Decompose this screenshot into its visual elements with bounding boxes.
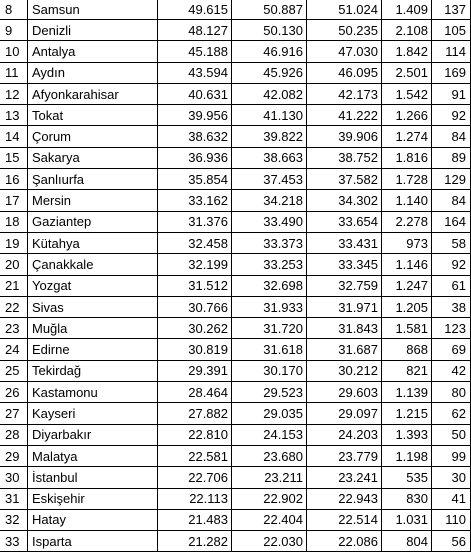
- value-5-cell: 164: [432, 212, 471, 233]
- value-5-cell: 92: [432, 254, 471, 275]
- value-2-cell: 39.822: [232, 126, 307, 147]
- province-name-cell: Çorum: [28, 126, 158, 147]
- value-5-cell: 114: [432, 41, 471, 62]
- value-4-cell: 1.139: [382, 382, 432, 403]
- value-1-cell: 48.127: [158, 20, 232, 41]
- rank-cell: 10: [0, 41, 28, 62]
- rank-cell: 29: [0, 446, 28, 467]
- value-3-cell: 31.687: [307, 339, 382, 360]
- value-4-cell: 1.542: [382, 84, 432, 105]
- table-row: [0, 489, 471, 510]
- rank-cell: 32: [0, 510, 28, 531]
- table-row: [0, 318, 471, 339]
- value-1-cell: 45.188: [158, 41, 232, 62]
- value-5-cell: 41: [432, 489, 471, 510]
- province-name-cell: Tekirdağ: [28, 361, 158, 382]
- value-1-cell: 21.282: [158, 531, 232, 552]
- value-4-cell: 1.728: [382, 169, 432, 190]
- value-5-cell: 80: [432, 382, 471, 403]
- value-1-cell: 28.464: [158, 382, 232, 403]
- province-name-cell: Antalya: [28, 41, 158, 62]
- table-row: [0, 276, 471, 297]
- value-2-cell: 42.082: [232, 84, 307, 105]
- rank-cell: 9: [0, 20, 28, 41]
- value-1-cell: 21.483: [158, 510, 232, 531]
- province-name-cell: Hatay: [28, 510, 158, 531]
- rank-cell: 18: [0, 212, 28, 233]
- value-2-cell: 33.253: [232, 254, 307, 275]
- value-3-cell: 22.514: [307, 510, 382, 531]
- value-2-cell: 38.663: [232, 148, 307, 169]
- rank-cell: 26: [0, 382, 28, 403]
- value-4-cell: 2.278: [382, 212, 432, 233]
- table-row: [0, 169, 471, 190]
- province-name-cell: Edirne: [28, 339, 158, 360]
- table-row: [0, 105, 471, 126]
- table-row: [0, 0, 471, 20]
- value-2-cell: 22.030: [232, 531, 307, 552]
- value-4-cell: 2.501: [382, 63, 432, 84]
- value-3-cell: 50.235: [307, 20, 382, 41]
- table-row: [0, 84, 471, 105]
- table-row: [0, 467, 471, 488]
- value-2-cell: 22.902: [232, 489, 307, 510]
- value-2-cell: 32.698: [232, 276, 307, 297]
- value-2-cell: 22.404: [232, 510, 307, 531]
- table-row: [0, 531, 471, 552]
- value-4-cell: 1.146: [382, 254, 432, 275]
- rank-cell: 24: [0, 339, 28, 360]
- value-3-cell: 29.603: [307, 382, 382, 403]
- value-5-cell: 42: [432, 361, 471, 382]
- table-row: [0, 297, 471, 318]
- rank-cell: 23: [0, 318, 28, 339]
- table-row: [0, 41, 471, 62]
- value-3-cell: 46.095: [307, 63, 382, 84]
- value-1-cell: 22.113: [158, 489, 232, 510]
- value-2-cell: 37.453: [232, 169, 307, 190]
- value-3-cell: 33.345: [307, 254, 382, 275]
- value-3-cell: 23.779: [307, 446, 382, 467]
- value-5-cell: 30: [432, 467, 471, 488]
- value-5-cell: 62: [432, 403, 471, 424]
- table-row: [0, 63, 471, 84]
- province-name-cell: Gaziantep: [28, 212, 158, 233]
- value-3-cell: 31.843: [307, 318, 382, 339]
- value-3-cell: 29.097: [307, 403, 382, 424]
- value-3-cell: 32.759: [307, 276, 382, 297]
- table-row: [0, 20, 471, 41]
- province-name-cell: Muğla: [28, 318, 158, 339]
- province-name-cell: Isparta: [28, 531, 158, 552]
- value-1-cell: 29.391: [158, 361, 232, 382]
- value-4-cell: 1.816: [382, 148, 432, 169]
- rank-cell: 15: [0, 148, 28, 169]
- value-4-cell: 830: [382, 489, 432, 510]
- value-3-cell: 22.086: [307, 531, 382, 552]
- value-5-cell: 169: [432, 63, 471, 84]
- value-2-cell: 46.916: [232, 41, 307, 62]
- value-4-cell: 1.581: [382, 318, 432, 339]
- value-4-cell: 1.842: [382, 41, 432, 62]
- rank-cell: 27: [0, 403, 28, 424]
- value-2-cell: 31.618: [232, 339, 307, 360]
- value-5-cell: 50: [432, 425, 471, 446]
- value-4-cell: 804: [382, 531, 432, 552]
- value-1-cell: 30.766: [158, 297, 232, 318]
- value-1-cell: 22.810: [158, 425, 232, 446]
- value-2-cell: 45.926: [232, 63, 307, 84]
- value-3-cell: 37.582: [307, 169, 382, 190]
- province-name-cell: Afyonkarahisar: [28, 84, 158, 105]
- value-5-cell: 56: [432, 531, 471, 552]
- value-4-cell: 868: [382, 339, 432, 360]
- value-1-cell: 33.162: [158, 190, 232, 211]
- value-3-cell: 41.222: [307, 105, 382, 126]
- province-name-cell: Kütahya: [28, 233, 158, 254]
- province-name-cell: İstanbul: [28, 467, 158, 488]
- table-row: [0, 233, 471, 254]
- value-5-cell: 91: [432, 84, 471, 105]
- table-row: [0, 254, 471, 275]
- value-2-cell: 24.153: [232, 425, 307, 446]
- province-name-cell: Mersin: [28, 190, 158, 211]
- value-4-cell: 1.205: [382, 297, 432, 318]
- value-2-cell: 31.720: [232, 318, 307, 339]
- province-name-cell: Eskişehir: [28, 489, 158, 510]
- value-3-cell: 23.241: [307, 467, 382, 488]
- value-1-cell: 35.854: [158, 169, 232, 190]
- rank-cell: 30: [0, 467, 28, 488]
- value-5-cell: 84: [432, 126, 471, 147]
- value-2-cell: 33.490: [232, 212, 307, 233]
- value-5-cell: 99: [432, 446, 471, 467]
- value-4-cell: 1.215: [382, 403, 432, 424]
- value-1-cell: 27.882: [158, 403, 232, 424]
- value-5-cell: 105: [432, 20, 471, 41]
- rank-cell: 16: [0, 169, 28, 190]
- rank-cell: 14: [0, 126, 28, 147]
- value-4-cell: 973: [382, 233, 432, 254]
- table-row: [0, 148, 471, 169]
- table-row: [0, 425, 471, 446]
- table-row: [0, 339, 471, 360]
- province-name-cell: Çanakkale: [28, 254, 158, 275]
- province-name-cell: Aydın: [28, 63, 158, 84]
- value-1-cell: 38.632: [158, 126, 232, 147]
- value-3-cell: 31.971: [307, 297, 382, 318]
- value-1-cell: 22.581: [158, 446, 232, 467]
- value-3-cell: 47.030: [307, 41, 382, 62]
- province-name-cell: Diyarbakır: [28, 425, 158, 446]
- value-3-cell: 30.212: [307, 361, 382, 382]
- value-2-cell: 23.680: [232, 446, 307, 467]
- rank-cell: 33: [0, 531, 28, 552]
- value-4-cell: 1.393: [382, 425, 432, 446]
- value-1-cell: 32.458: [158, 233, 232, 254]
- value-5-cell: 84: [432, 190, 471, 211]
- province-name-cell: Kastamonu: [28, 382, 158, 403]
- value-5-cell: 58: [432, 233, 471, 254]
- value-1-cell: 43.594: [158, 63, 232, 84]
- value-3-cell: 39.906: [307, 126, 382, 147]
- value-4-cell: 535: [382, 467, 432, 488]
- value-3-cell: 33.654: [307, 212, 382, 233]
- value-5-cell: 38: [432, 297, 471, 318]
- value-5-cell: 110: [432, 510, 471, 531]
- value-1-cell: 31.376: [158, 212, 232, 233]
- province-name-cell: Sakarya: [28, 148, 158, 169]
- value-4-cell: 2.108: [382, 20, 432, 41]
- value-2-cell: 34.218: [232, 190, 307, 211]
- table-row: [0, 382, 471, 403]
- value-4-cell: 1.274: [382, 126, 432, 147]
- province-name-cell: Denizli: [28, 20, 158, 41]
- value-4-cell: 1.247: [382, 276, 432, 297]
- value-2-cell: 31.933: [232, 297, 307, 318]
- value-1-cell: 31.512: [158, 276, 232, 297]
- value-5-cell: 69: [432, 339, 471, 360]
- table-row: [0, 190, 471, 211]
- value-2-cell: 29.523: [232, 382, 307, 403]
- value-5-cell: 89: [432, 148, 471, 169]
- value-2-cell: 50.130: [232, 20, 307, 41]
- rank-cell: 20: [0, 254, 28, 275]
- value-5-cell: 92: [432, 105, 471, 126]
- value-1-cell: 39.956: [158, 105, 232, 126]
- value-1-cell: 30.262: [158, 318, 232, 339]
- value-3-cell: 24.203: [307, 425, 382, 446]
- value-1-cell: 36.936: [158, 148, 232, 169]
- value-2-cell: 41.130: [232, 105, 307, 126]
- province-name-cell: Kayseri: [28, 403, 158, 424]
- value-4-cell: 1.198: [382, 446, 432, 467]
- value-5-cell: 61: [432, 276, 471, 297]
- value-3-cell: 33.431: [307, 233, 382, 254]
- value-3-cell: 22.943: [307, 489, 382, 510]
- value-4-cell: 1.409: [382, 0, 432, 20]
- rank-cell: 12: [0, 84, 28, 105]
- province-name-cell: Tokat: [28, 105, 158, 126]
- value-1-cell: 49.615: [158, 0, 232, 20]
- rank-cell: 17: [0, 190, 28, 211]
- value-5-cell: 129: [432, 169, 471, 190]
- rank-cell: 11: [0, 63, 28, 84]
- value-5-cell: 123: [432, 318, 471, 339]
- value-3-cell: 51.024: [307, 0, 382, 20]
- province-name-cell: Samsun: [28, 0, 158, 20]
- value-4-cell: 1.031: [382, 510, 432, 531]
- rank-cell: 31: [0, 489, 28, 510]
- value-3-cell: 34.302: [307, 190, 382, 211]
- value-4-cell: 1.266: [382, 105, 432, 126]
- value-4-cell: 1.140: [382, 190, 432, 211]
- table-row: [0, 446, 471, 467]
- province-name-cell: Malatya: [28, 446, 158, 467]
- value-3-cell: 38.752: [307, 148, 382, 169]
- table-row: [0, 361, 471, 382]
- value-2-cell: 50.887: [232, 0, 307, 20]
- value-4-cell: 821: [382, 361, 432, 382]
- province-name-cell: Yozgat: [28, 276, 158, 297]
- rank-cell: 22: [0, 297, 28, 318]
- value-1-cell: 30.819: [158, 339, 232, 360]
- rank-cell: 8: [0, 0, 28, 20]
- value-1-cell: 22.706: [158, 467, 232, 488]
- province-name-cell: Sivas: [28, 297, 158, 318]
- value-2-cell: 23.211: [232, 467, 307, 488]
- value-1-cell: 40.631: [158, 84, 232, 105]
- table-row: [0, 212, 471, 233]
- value-2-cell: 29.035: [232, 403, 307, 424]
- rank-cell: 13: [0, 105, 28, 126]
- value-2-cell: 33.373: [232, 233, 307, 254]
- value-5-cell: 137: [432, 0, 471, 20]
- table-row: [0, 403, 471, 424]
- table-row: [0, 510, 471, 531]
- rank-cell: 28: [0, 425, 28, 446]
- rank-cell: 19: [0, 233, 28, 254]
- table-row: [0, 126, 471, 147]
- rank-cell: 21: [0, 276, 28, 297]
- province-name-cell: Şanlıurfa: [28, 169, 158, 190]
- rank-cell: 25: [0, 361, 28, 382]
- value-3-cell: 42.173: [307, 84, 382, 105]
- value-1-cell: 32.199: [158, 254, 232, 275]
- value-2-cell: 30.170: [232, 361, 307, 382]
